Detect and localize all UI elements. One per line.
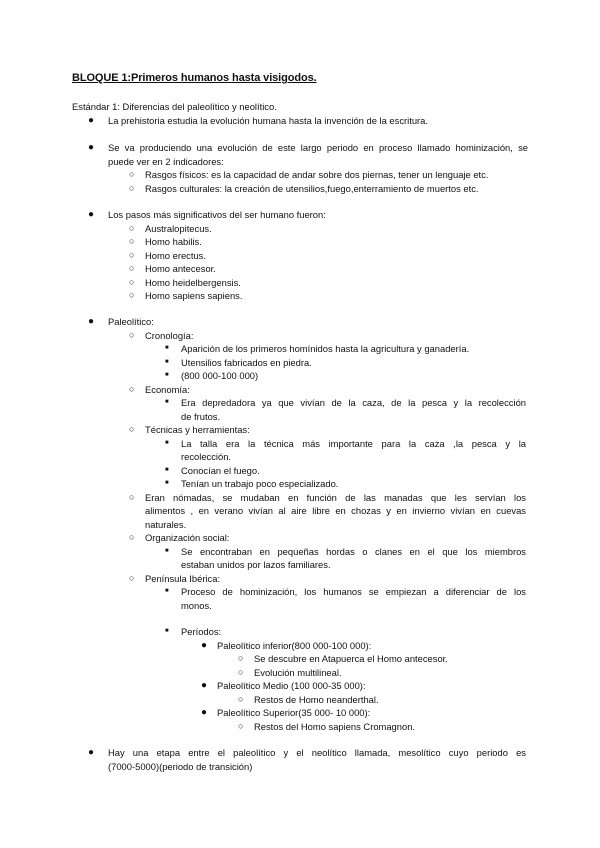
bullet-hominizacion-line1: Se va produciendo una evolución de este largo periodo en proceso llamado hominización, se [108,142,528,153]
bullet-dot-icon: ● [88,747,95,758]
bullet-circle-icon: ○ [129,572,135,583]
bullet-square-icon: ■ [165,628,169,634]
bullet-square-icon: ■ [165,439,169,446]
medio-item: Restos de Homo neanderthal. [254,693,379,705]
mesolitico-line1: Hay una etapa entre el paleolítico y el neolítico llamada, mesolítico cuyo periodo es [108,747,526,758]
bullet-circle-icon: ○ [238,653,244,663]
bullet-square-icon: ■ [165,358,169,365]
periodo-inferior: Paleolítico inferior(800 000-100 000): [217,639,372,651]
list-item: Australopitecus. [145,222,212,234]
bullet-circle-icon: ○ [129,182,135,193]
bullet-circle-icon: ○ [129,236,135,246]
sub-organizacion: Organización social: [145,532,230,543]
bullet-square-icon: ■ [165,372,169,378]
mesolitico-line2: (7000-5000)(periodo de transición) [108,760,253,772]
organizacion-line1: Se encontraban en pequeñas hordas o clanes en el que los miembros [181,545,526,557]
bullet-dot-icon: ● [88,142,95,153]
bullet-circle-icon: ○ [129,249,135,260]
bullet-square-icon: ■ [165,480,169,486]
bullet-circle-icon: ○ [238,720,244,731]
economia-line2: de frutos. [181,410,221,422]
bullet-circle-icon: ○ [129,329,135,340]
nomadas-line2: alimentos , en verano vivían al aire libre en chozas y en invierno vivían en cuevas [145,505,526,516]
bullet-hominizacion-line2: puede ver en 2 indicadores: [108,155,224,167]
bullet-circle-icon: ○ [129,263,135,273]
sub-tecnicas: Técnicas y herramientas: [145,424,250,435]
list-item: Homo habilis. [145,236,202,247]
bullet-circle-icon: ○ [238,666,244,677]
nomadas-line3: naturales. [145,518,187,530]
peninsula-line1: Proceso de hominización, los humanos se empiezan a diferenciar de los [181,586,526,597]
bullet-dot-icon: ● [88,115,95,126]
crono-item: Aparición de los primeros homínidos hasta la agricultura y ganadería. [181,343,470,354]
bullet-square-icon: ■ [165,588,169,594]
tecnicas-line2: recolección. [181,451,232,462]
tecnicas-line1: La talla era la técnica más importante para la caza ,la pesca y la [181,437,526,449]
crono-item: Utensilios fabricados en piedra. [181,356,312,368]
bullet-circle-icon: ○ [129,169,135,179]
document-title: BLOQUE 1:Primeros humanos hasta visigodos. [72,72,317,84]
tecnicas-fuego: Conocían el fuego. [181,464,260,476]
sub-economia: Economía: [145,383,190,395]
bullet-dot-icon: ● [201,707,208,718]
bullet-circle-icon: ○ [129,424,135,434]
section-paleolitico: Paleolítico: [108,316,154,327]
standard-heading: Estándar 1: Diferencias del paleolítico y neolítico. [72,101,277,112]
bullet-square-icon: ■ [165,399,169,405]
tecnicas-trabajo: Tenían un trabajo poco especializado. [181,478,339,489]
bullet-dot-icon: ● [201,639,208,651]
bullet-circle-icon: ○ [129,222,135,233]
periodo-superior: Paleolítico Superior(35 000- 10 000): [217,707,371,718]
inferior-item: Evolución multilineal. [254,666,342,678]
sub-rasgos-culturales: Rasgos culturales: la creación de utensilios,fuego,enterramiento de muertos etc. [145,182,479,194]
list-item: Homo sapiens sapiens. [145,290,243,301]
bullet-circle-icon: ○ [129,532,135,542]
crono-item: (800 000-100 000) [181,370,259,381]
periodo-medio: Paleolítico Medio (100 000-35 000): [217,680,366,691]
bullet-square-icon: ■ [165,345,169,351]
bullet-circle-icon: ○ [129,276,135,287]
list-item: Homo heidelbergensis. [145,276,241,288]
sub-peninsula: Península Ibérica: [145,572,221,584]
bullet-circle-icon: ○ [129,290,135,300]
sub-periodos: Períodos: [181,626,222,637]
bullet-circle-icon: ○ [129,491,135,502]
bullet-dot-icon: ● [201,680,208,691]
bullet-circle-icon: ○ [129,383,135,394]
bullet-dot-icon: ● [88,316,95,327]
inferior-item: Se descubre en Atapuerca el Homo antecesor. [254,653,448,664]
organizacion-line2: estaban unidos por lazos familiares. [181,559,331,570]
peninsula-line2: monos. [181,599,212,611]
bullet-pasos: Los pasos más significativos del ser humano fueron: [108,209,326,220]
list-item: Homo antecesor. [145,263,216,274]
bullet-prehistoria: La prehistoria estudia la evolución humana hasta la invención de la escritura. [108,115,428,126]
bullet-square-icon: ■ [165,466,169,473]
sub-cronologia: Cronología: [145,329,194,341]
sub-rasgos-fisicos: Rasgos físicos: es la capacidad de andar sobre dos piernas, tener un lenguaje etc. [145,169,489,180]
bullet-circle-icon: ○ [238,693,244,704]
economia-line1: Era depredadora ya que vivían de la caza, de la pesca y la recolección [181,397,526,408]
nomadas-line1: Eran nómadas, se mudaban en función de las manadas que les servían los [145,491,526,503]
list-item: Homo erectus. [145,249,206,261]
bullet-square-icon: ■ [165,547,169,554]
bullet-dot-icon: ● [88,209,95,220]
superior-item: Restos del Homo sapiens Cromagnon. [254,720,416,732]
